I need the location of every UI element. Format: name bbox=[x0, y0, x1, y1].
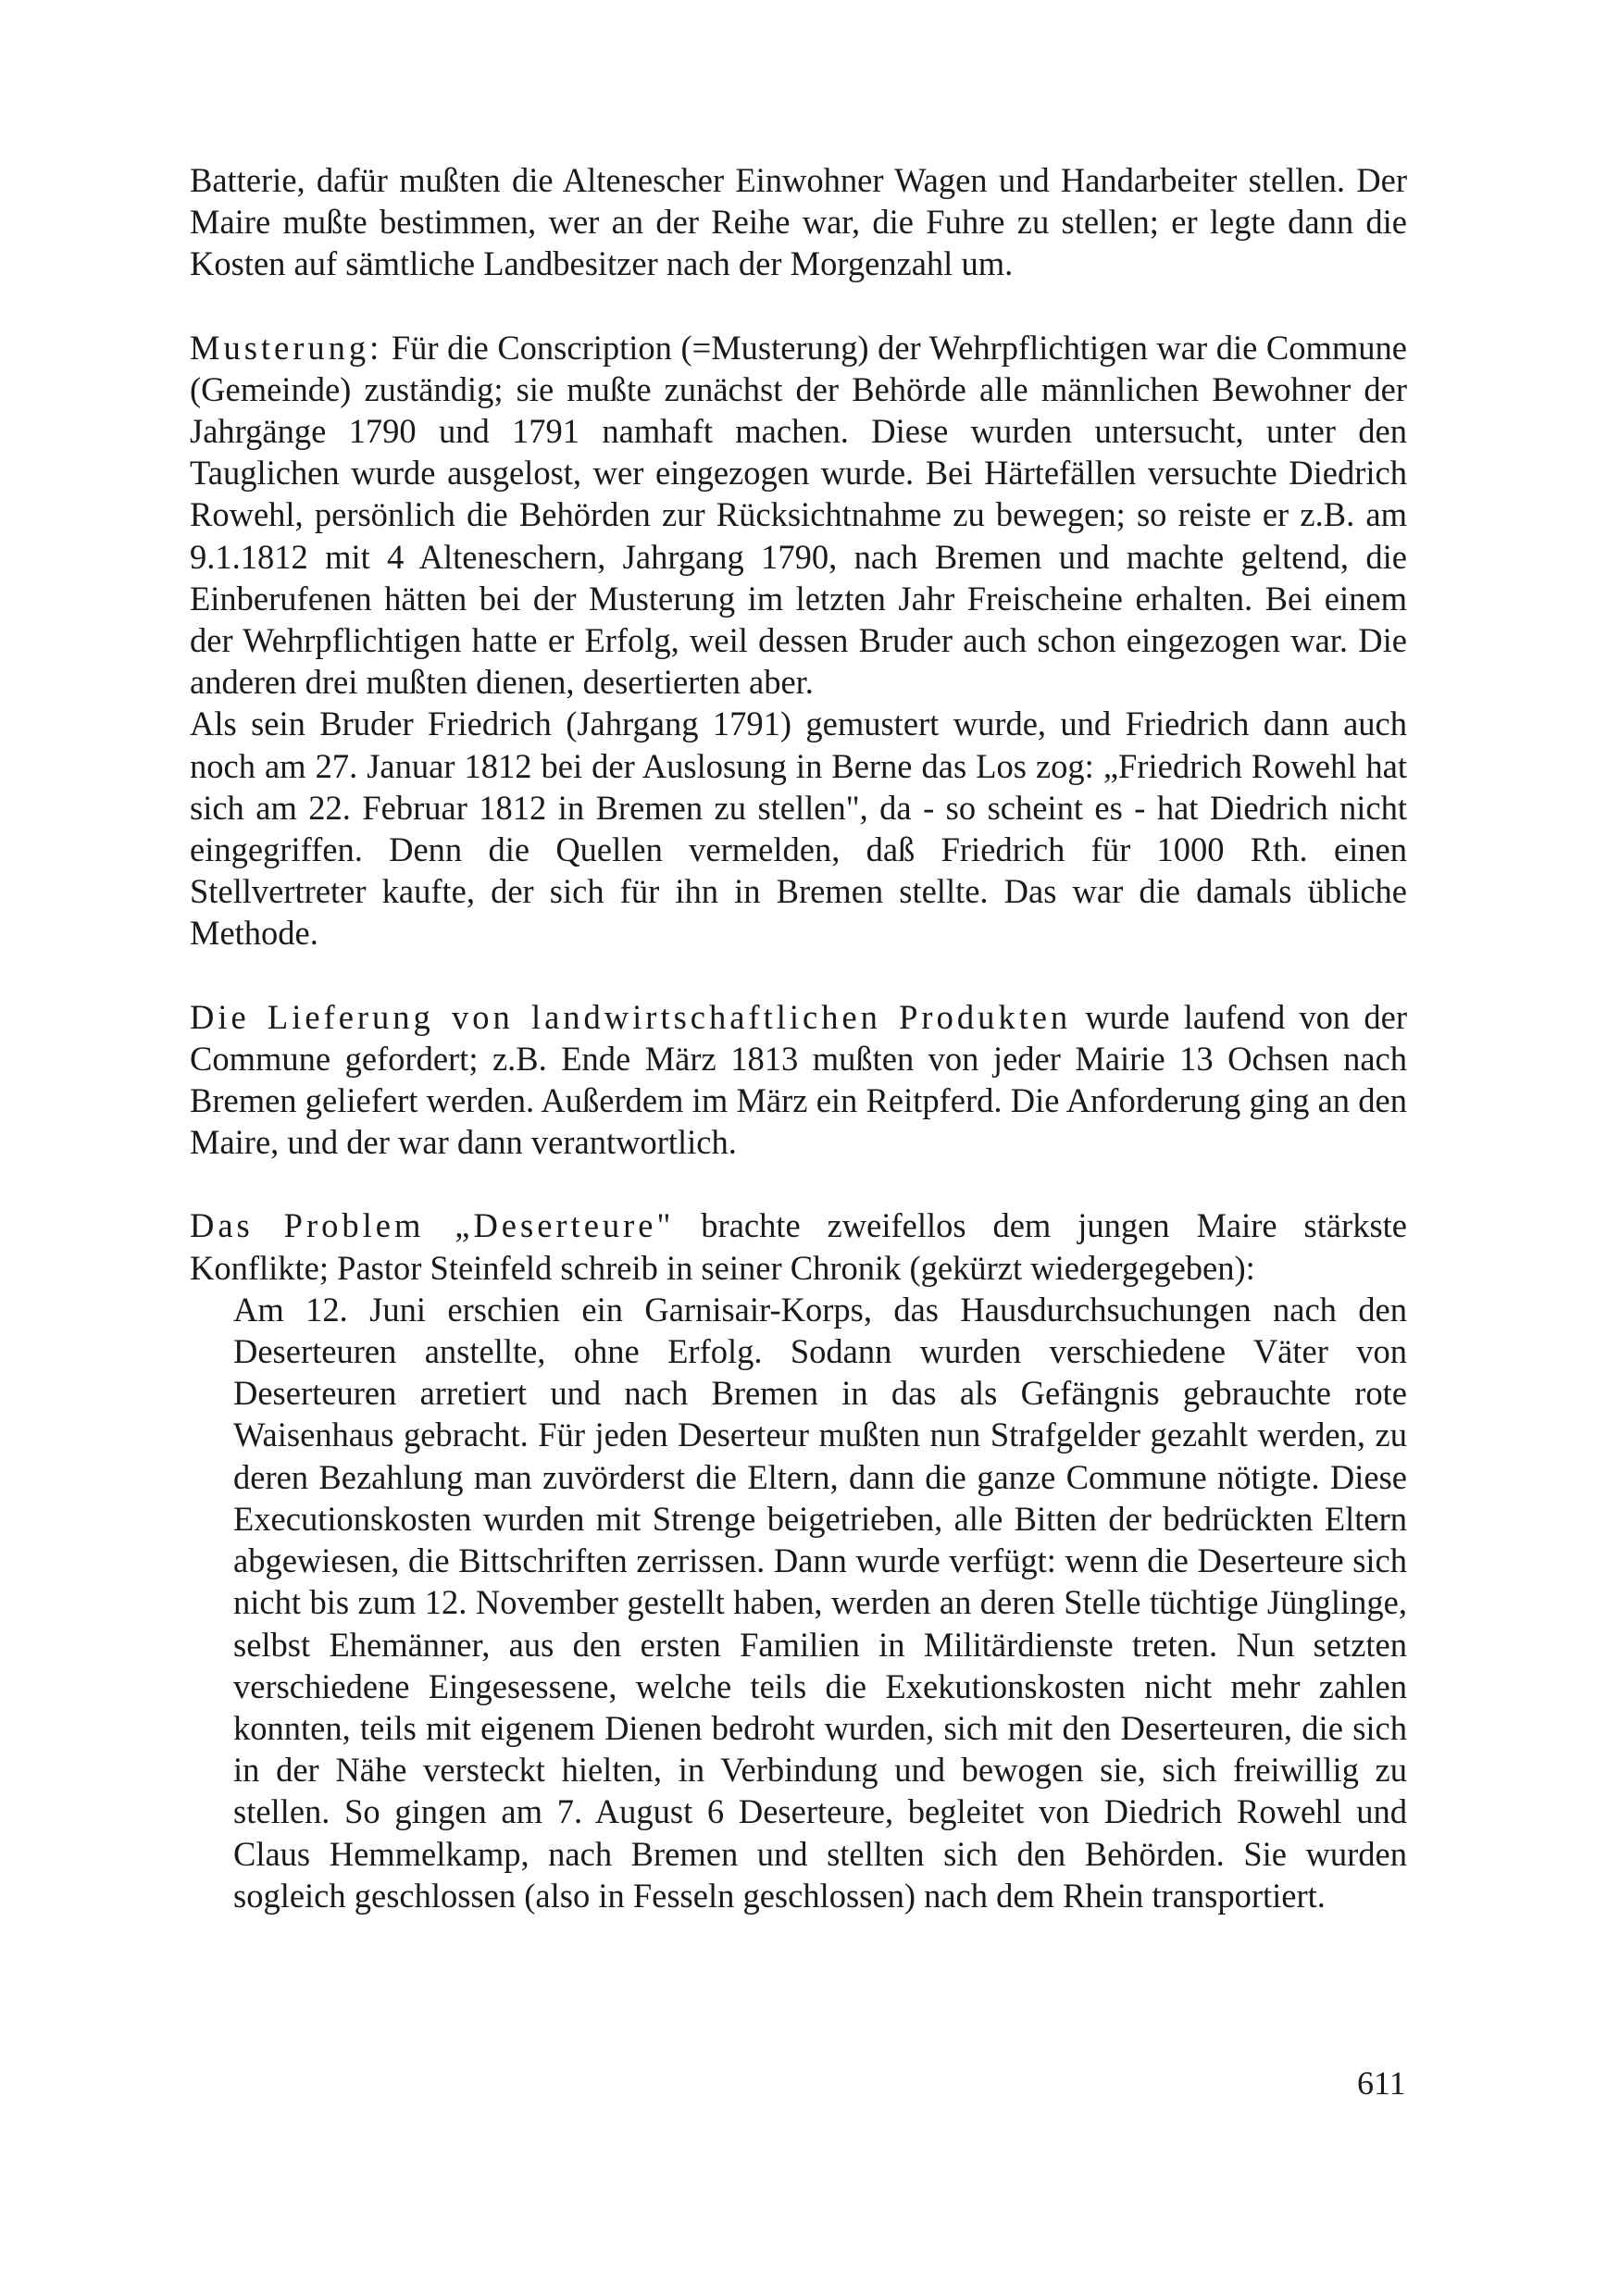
paragraph-batterie: Batterie, dafür mußten die Altenescher Einwohner Wagen und Handarbeiter stellen. Der Maire mußte bestimmen, wer an der Reihe war, die Fuhre zu stellen; er legte dann die Kosten auf sämtliche Landbesitzer nach der Morgenzahl um. bbox=[190, 161, 1407, 283]
heading-lieferung: Die Lieferung von landwirtschaftlichen Produkten bbox=[190, 997, 1072, 1036]
paragraph-gap bbox=[190, 1163, 1407, 1204]
text-deserteure: brachte zweifellos dem jungen Maire stärkste Konflikte; Pastor Steinfeld schreib in seiner Chronik (gekürzt wiedergegeben): bbox=[190, 1206, 1407, 1287]
paragraph-lieferung bbox=[190, 996, 1407, 1164]
page-number: 611 bbox=[1357, 2065, 1406, 2102]
paragraph-gap bbox=[190, 955, 1407, 996]
page-body bbox=[190, 159, 1407, 1916]
quote-chronik: Am 12. Juni erschien ein Garnisair-Korps, das Hausdurchsuchungen nach den Deserteuren anstellte, ohne Erfolg. Sodann wurden verschiedene Väter von Deserteuren arretiert und nach Bremen in das als Gefängnis gebrauchte rote Waisenhaus gebracht. Für jeden Deserteur mußten nun Strafgelder gezahlt werden, zu deren Bezahlung man zuvörderst die Eltern, dann die ganze Commune nötigte. Diese Executionskosten wurden mit Strenge beigetrieben, alle Bitten der bedrückten Eltern abgewiesen, die Bittschriften zerrissen. Dann wurde verfügt: wenn die Deserteure sich nicht bis zum 12. November gestellt haben, werden an deren Stelle tüchtige Jünglinge, selbst Ehemänner, aus den ersten Familien in Militärdienste treten. Nun setzten verschiedene Eingesessene, welche teils die Exekutionskosten nicht mehr zahlen konnten, teils mit eigenem Dienen bedroht wurden, sich mit den Deserteuren, die sich in der Nähe versteckt hielten, in Verbindung und bewogen sie, sich freiwillig zu stellen. So gingen am 7. August 6 Deserteure, begleitet von Diedrich Rowehl und Claus Hemmelkamp, nach Bremen und stellten sich den Behörden. Sie wurden sogleich geschlossen (also in Fesseln geschlossen) nach dem Rhein transportiert. bbox=[233, 1290, 1407, 1915]
text-lieferung: wurde laufend von der Commune gefordert; z.B. Ende März 1813 mußten von jeder Mairie 13 Ochsen nach Bremen geliefert werden. Außerdem im März ein Reitpferd. Die Anforderung ging an den Maire, und der war dann verantwortlich. bbox=[190, 997, 1407, 1162]
paragraph-musterung bbox=[190, 327, 1407, 704]
paragraph-gap bbox=[190, 285, 1407, 327]
heading-deserteure: Das Problem „Deserteure" bbox=[190, 1206, 675, 1245]
text-musterung: Für die Conscription (=Musterung) der Wehrpflichtigen war die Commune (Gemeinde) zuständig; sie mußte zunächst der Behörde alle männlichen Bewohner der Jahrgänge 1790 und 1791 namhaft machen. Diese wurden untersucht, unter den Tauglichen wurde ausgelost, wer eingezogen wurde. Bei Härtefällen versuchte Diedrich Rowehl, persönlich die Behörden zur Rücksichtnahme zu bewegen; so reiste er z.B. am 9.1.1812 mit 4 Alteneschern, Jahrgang 1790, nach Bremen und machte geltend, die Einberufenen hätten bei der Musterung im letzten Jahr Freischeine erhalten. Bei einem der Wehrpflichtigen hatte er Erfolg, weil dessen Bruder auch schon eingezogen war. Die anderen drei mußten dienen, desertierten aber. bbox=[190, 328, 1407, 702]
paragraph-bruder-friedrich: Als sein Bruder Friedrich (Jahrgang 1791) gemustert wurde, und Friedrich dann auch noch am 27. Januar 1812 bei der Auslosung in Berne das Los zog: „Friedrich Rowehl hat sich am 22. Februar 1812 in Bremen zu stellen", da - so scheint es - hat Diedrich nicht eingegriffen. Denn die Quellen vermelden, daß Friedrich für 1000 Rth. einen Stellvertreter kaufte, der sich für ihn in Bremen stellte. Das war die damals übliche Methode. bbox=[190, 705, 1407, 953]
paragraph-deserteure bbox=[190, 1204, 1407, 1288]
heading-musterung: Musterung: bbox=[190, 328, 383, 367]
